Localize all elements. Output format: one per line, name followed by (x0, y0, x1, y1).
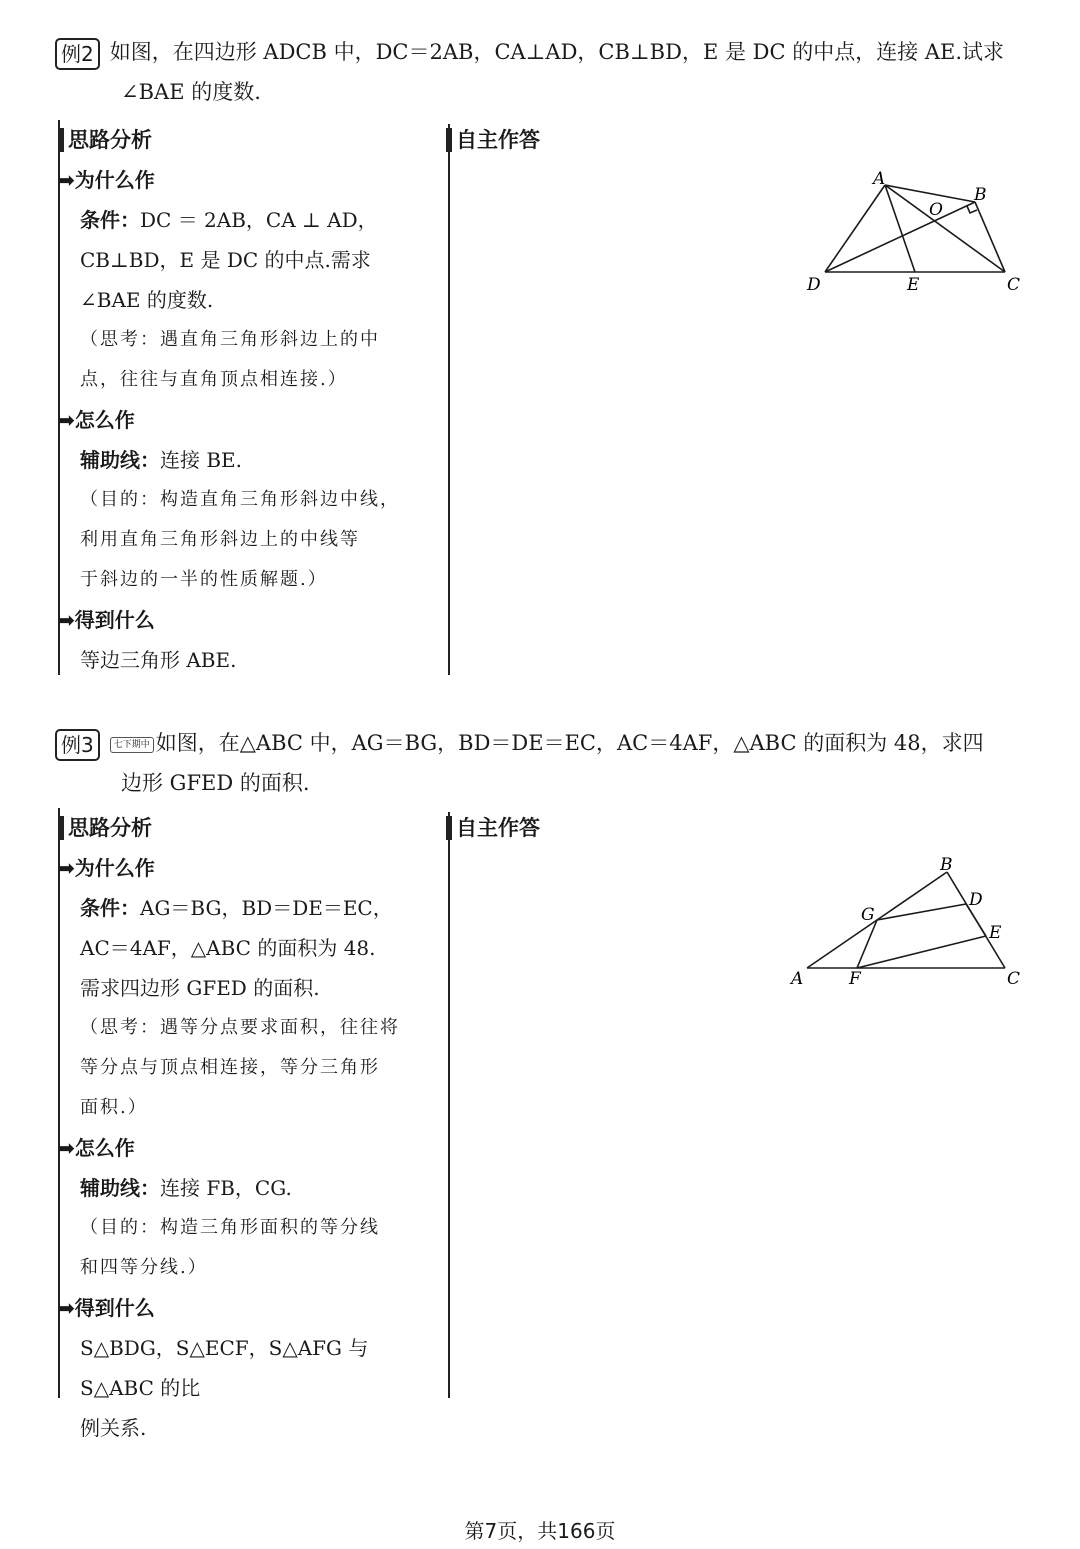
example-3-statement (55, 723, 1055, 803)
conditions-label: 条件： (80, 208, 140, 232)
example-2-line-2: ∠BAE 的度数. (121, 80, 261, 104)
label-D: D (807, 275, 821, 295)
example-3-line-1: 如图，在△ABC 中，AG＝BG，BD＝DE＝EC，AC＝4AF，△ABC 的面积为 48，求四 (155, 731, 984, 755)
label-E: E (907, 275, 920, 295)
example-2-analysis (58, 120, 435, 675)
label-A: A (791, 969, 804, 989)
why-heading: ➡为什么作 (58, 168, 155, 192)
exam-source-tag: 七下期中 (110, 737, 154, 753)
aux-text: 连接 BE. (160, 448, 243, 472)
example-3-line-2: 边形 GFED 的面积. (121, 771, 310, 795)
purpose-line-1: （目的：构造直角三角形斜边中线， (80, 489, 400, 510)
conditions-label: 条件： (80, 896, 140, 920)
result-line: 等边三角形 ABE. (80, 648, 237, 672)
label-B: B (940, 855, 953, 875)
label-O: O (929, 200, 943, 220)
example-2-tag: 例2 (55, 38, 100, 70)
how-heading: ➡怎么作 (58, 1136, 135, 1160)
segment-EF (857, 936, 986, 968)
aux-label: 辅助线： (80, 448, 160, 472)
column-divider (448, 124, 450, 675)
segment-DB (825, 202, 975, 272)
analysis-heading: 思路分析 (60, 808, 435, 848)
example-3-figure (785, 850, 1035, 995)
think-line-3: 面积.） (80, 1097, 148, 1118)
example-3-analysis (58, 808, 435, 1440)
think-line-1: （思考：遇等分点要求面积，往往将 (80, 1017, 400, 1038)
example-2-statement (55, 32, 1055, 112)
result-line-1: S△BDG，S△ECF，S△AFG 与 S△ABC 的比 (80, 1336, 369, 1400)
conditions-line-3: 需求四边形 GFED 的面积. (80, 976, 320, 1000)
aux-label: 辅助线： (80, 1176, 160, 1200)
label-B: B (974, 185, 987, 205)
right-angle-mark (967, 206, 977, 213)
purpose-line-1: （目的：构造三角形面积的等分线 (80, 1217, 380, 1238)
page-footer: 第7页，共166页 (464, 1519, 616, 1543)
answer-heading: 自主作答 (448, 808, 540, 848)
conditions-text-1: DC ＝ 2AB，CA ⊥ AD， (140, 208, 378, 232)
think-line-1: （思考：遇直角三角形斜边上的中 (80, 329, 380, 350)
purpose-line-3: 于斜边的一半的性质解题.） (80, 569, 328, 590)
segment-AE (885, 185, 915, 272)
purpose-line-2: 利用直角三角形斜边上的中线等 (80, 529, 360, 550)
label-A: A (873, 169, 886, 189)
example-2-line-1: 如图，在四边形 ADCB 中，DC＝2AB，CA⊥AD，CB⊥BD，E 是 DC 的中点，连接 AE.试求 (109, 40, 1005, 64)
analysis-heading: 思路分析 (60, 120, 435, 160)
segment-AD (825, 185, 885, 272)
conditions-line-2: CB⊥BD，E 是 DC 的中点.需求 (80, 248, 371, 272)
example-2-figure (795, 160, 1035, 300)
think-line-2: 点，往往与直角顶点相连接.） (80, 369, 348, 390)
get-heading: ➡得到什么 (58, 608, 155, 632)
result-line-2: 例关系. (80, 1416, 147, 1440)
answer-heading: 自主作答 (448, 120, 540, 160)
how-heading: ➡怎么作 (58, 408, 135, 432)
segment-GD (877, 904, 966, 920)
why-heading: ➡为什么作 (58, 856, 155, 880)
conditions-line-1 (60, 200, 435, 240)
aux-line (60, 1168, 435, 1208)
get-heading: ➡得到什么 (58, 1296, 155, 1320)
conditions-line-1 (60, 888, 435, 928)
example-3-tag: 例3 (55, 729, 100, 761)
think-line-2: 等分点与顶点相连接，等分三角形 (80, 1057, 380, 1078)
aux-line (60, 440, 435, 480)
label-E: E (989, 923, 1002, 943)
purpose-line-2: 和四等分线.） (80, 1257, 208, 1278)
conditions-text-1: AG＝BG，BD＝DE＝EC， (140, 896, 393, 920)
label-C: C (1007, 275, 1021, 295)
column-divider (448, 812, 450, 1398)
label-G: G (861, 905, 875, 925)
conditions-line-2: AC＝4AF，△ABC 的面积为 48. (80, 936, 376, 960)
label-D: D (969, 890, 983, 910)
conditions-line-3: ∠BAE 的度数. (80, 288, 214, 312)
label-C: C (1007, 969, 1021, 989)
aux-text: 连接 FB，CG. (160, 1176, 292, 1200)
label-F: F (849, 969, 861, 989)
